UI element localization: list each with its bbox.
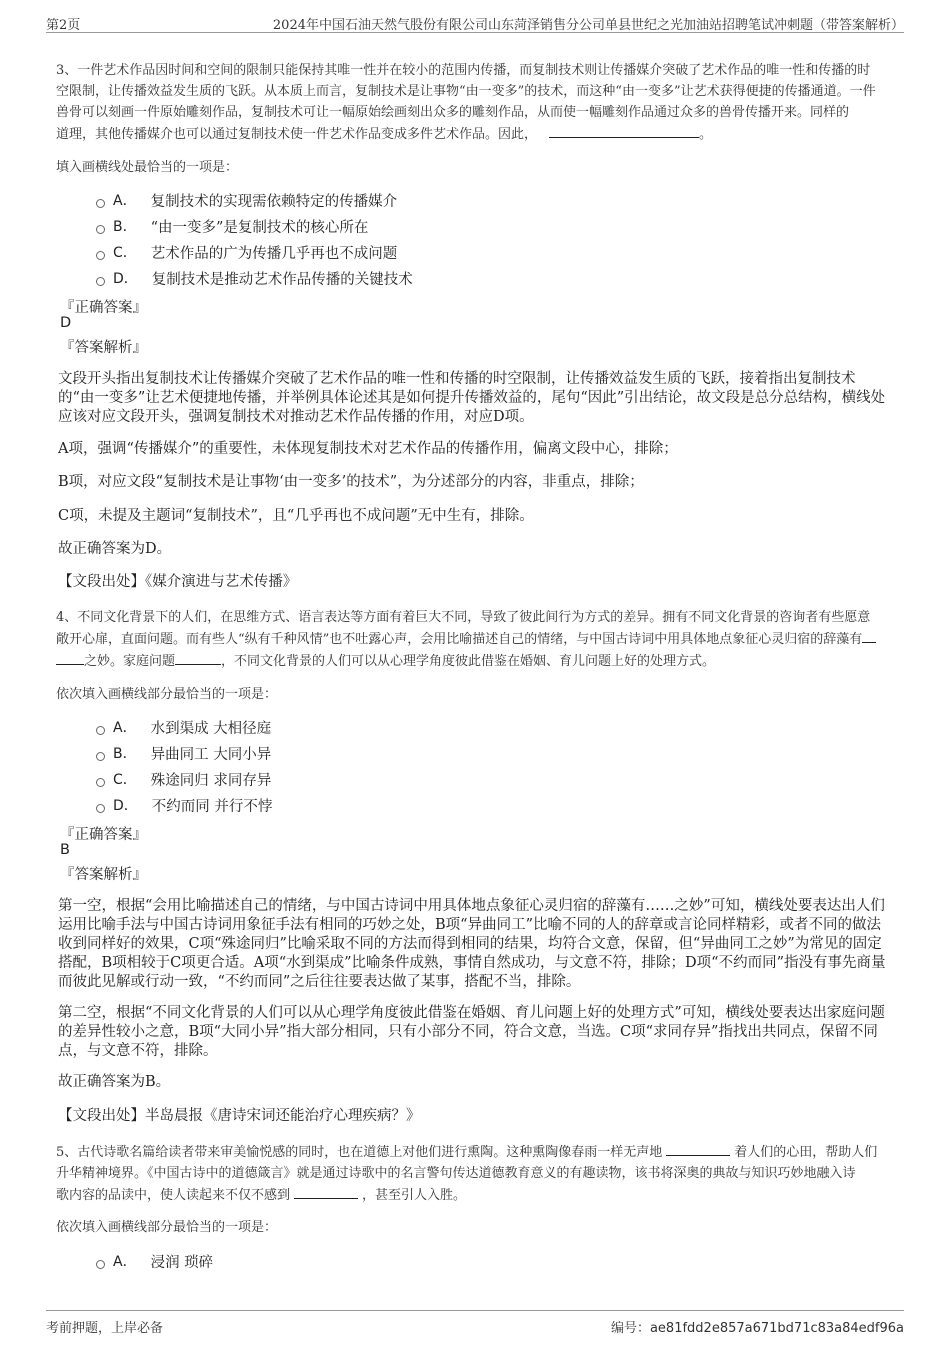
question-5-prompt: 依次填入画横线部分最恰当的一项是：: [56, 1220, 278, 1235]
answer-blank: [294, 1184, 358, 1199]
page-header: [46, 10, 904, 33]
question-5-options: [96, 1248, 213, 1274]
answer-label: 『正确答案』: [60, 300, 147, 316]
document-code: 编号：ae81fdd2e857a671bd71c83a84edf96a: [610, 1321, 904, 1336]
source-citation: 【文段出处】半岛晨报《唐诗宋词还能治疗心理疾病？》: [58, 1108, 421, 1124]
answer-blank: [56, 650, 84, 665]
answer-blank: [175, 650, 221, 665]
document-title: 2024年中国石油天然气股份有限公司山东菏泽销售分公司单县世纪之光加油站招聘笔试冲刺题（带答案解析）: [272, 18, 904, 33]
answer-blank: [549, 123, 699, 138]
analysis-label: 『答案解析』: [60, 340, 147, 356]
correct-answer: B: [60, 842, 70, 858]
question-3-stem: 3、一件艺术作品因时间和空间的限制只能保持其唯一性并在较小的范围内传播，而复制技术则让传播媒介突破了艺术作品的唯一性和传播的时 空限制，让传播效益发生质的飞跃。从本质上而言，复制技术是让事物“由一变多”的技术，而这种“由一变多”让艺术获得便捷的传播通道。一件 兽骨可以刻画一件原始雕刻作品，复制技术可让一幅原始绘画刻出众多的雕刻作品，从而使一幅雕刻作品通过众多的兽骨传播开来。同样的 道理，其他传播媒介也可以通过复制技术使一件艺术作品变成多件艺术作品。因此， 。: [56, 63, 876, 142]
radio-icon[interactable]: [96, 726, 105, 735]
option-c[interactable]: C． 艺术作品的广为传播几乎再也不成问题: [96, 239, 413, 265]
question-4-options: [96, 714, 272, 818]
analysis-conclusion: 故正确答案为B。: [58, 1074, 171, 1090]
answer-blank: [862, 628, 876, 643]
source-citation: 【文段出处】《媒介演进与艺术传播》: [58, 574, 298, 590]
page-footer: [46, 1310, 904, 1336]
question-3-prompt: 填入画横线处最恰当的一项是：: [56, 160, 239, 175]
option-a[interactable]: A． 复制技术的实现需依赖特定的传播媒介: [96, 187, 413, 213]
analysis-paragraph: 第二空，根据“不同文化背景的人们可以从心理学角度彼此借鉴在婚姻、育儿问题上好的处理方式”可知，横线处要表达出家庭问题的差异性较小之意，B项“大同小异”指大部分相同，只有小部分不同，符合文意，当选。C项“求同存异”指找出共同点，保留不同点，与文意不符，排除。: [58, 1005, 885, 1059]
analysis-conclusion: 故正确答案为D。: [58, 541, 172, 557]
option-a[interactable]: A． 水到渠成 大相径庭: [96, 714, 272, 740]
page-number: 第2页: [46, 18, 81, 33]
question-5-stem: 5、古代诗歌名篇给读者带来审美愉悦感的同时，也在道德上对他们进行熏陶。这种熏陶像春雨一样无声地 着人们的心田，帮助人们 升华精神境界。《中国古诗中的道德箴言》就是通过诗歌中的名言警句传达道德教育意义的有趣读物，该书将深奥的典故与知识巧妙地融入诗 歌内容的品读中，使人读起来不仅不感到 ，甚至引人入胜。: [56, 1141, 896, 1206]
question-4-stem: 4、不同文化背景下的人们，在思维方式、语言表达等方面有着巨大不同，导致了彼此间行为方式的差异。拥有不同文化背景的咨询者有些愿意 敞开心扉，直面问题。而有些人“纵有千种风情”也不吐露心声，会用比喻描述自己的情绪，与中国古诗词中用具体地点象征心灵归宿的辞藻有 之妙。家庭问题 ，不同文化背景的人们可以从心理学角度彼此借鉴在婚姻、育儿问题上好的处理方式。: [56, 607, 896, 672]
option-d[interactable]: D． 不约而同 并行不悖: [96, 792, 272, 818]
radio-icon[interactable]: [96, 804, 105, 813]
radio-icon[interactable]: [96, 199, 105, 208]
correct-answer: D: [60, 315, 72, 331]
analysis-paragraph: A项，强调“传播媒介”的重要性，未体现复制技术对艺术作品的传播作用，偏离文段中心，排除；: [58, 441, 678, 457]
analysis-paragraph: C项，未提及主题词“复制技术”，且“几乎再也不成问题”无中生有，排除。: [58, 508, 534, 524]
answer-blank: [666, 1141, 730, 1156]
radio-icon[interactable]: [96, 1260, 105, 1269]
answer-label: 『正确答案』: [60, 827, 147, 843]
question-3-options: [96, 187, 413, 291]
analysis-paragraph: B项，对应文段“复制技术是让事物‘由一变多’的技术”，为分述部分的内容，非重点，排除；: [58, 474, 644, 490]
radio-icon[interactable]: [96, 277, 105, 286]
radio-icon[interactable]: [96, 752, 105, 761]
option-d[interactable]: D． 复制技术是推动艺术作品传播的关键技术: [96, 265, 413, 291]
option-c[interactable]: C． 殊途同归 求同存异: [96, 766, 272, 792]
radio-icon[interactable]: [96, 778, 105, 787]
analysis-label: 『答案解析』: [60, 867, 147, 883]
analysis-paragraph: 第一空，根据“会用比喻描述自己的情绪，与中国古诗词中用具体地点象征心灵归宿的辞藻有……之妙”可知，横线处要表达出人们运用比喻手法与中国古诗词用象征手法有相同的巧妙之处，B项“异曲同工”比喻不同的人的辞章或言论同样精彩，或者不同的做法收到同样好的效果，C项“殊途同归”比喻采取不同的方法而得到相同的结果，均符合文意，保留，但“异曲同工之妙”为常见的固定搭配，B项相较于C项更合适。A项“水到渠成”比喻条件成熟，事情自然成功，与文意不符，排除；D项“不约而同”指没有事先商量而彼此见解或行动一致，“不约而同”之后往往要表达做了某事，搭配不当，排除。: [58, 898, 886, 990]
question-4-prompt: 依次填入画横线部分最恰当的一项是：: [56, 687, 278, 702]
footer-slogan: 考前押题，上岸必备: [46, 1321, 164, 1336]
radio-icon[interactable]: [96, 251, 105, 260]
option-b[interactable]: B． 异曲同工 大同小异: [96, 740, 272, 766]
option-a[interactable]: A． 浸润 琐碎: [96, 1248, 213, 1274]
option-b[interactable]: B． “由一变多”是复制技术的核心所在: [96, 213, 413, 239]
radio-icon[interactable]: [96, 225, 105, 234]
analysis-paragraph: 文段开头指出复制技术让传播媒介突破了艺术作品的唯一性和传播的时空限制，让传播效益发生质的飞跃，接着指出复制技术的“由一变多”让艺术便捷地传播，并举例具体论述其是如何提升传播效益的，尾句“因此”引出结论，故文段是总分总结构，横线处应该对应文段开头，强调复制技术对推动艺术作品传播的作用，对应D项。: [58, 371, 886, 425]
